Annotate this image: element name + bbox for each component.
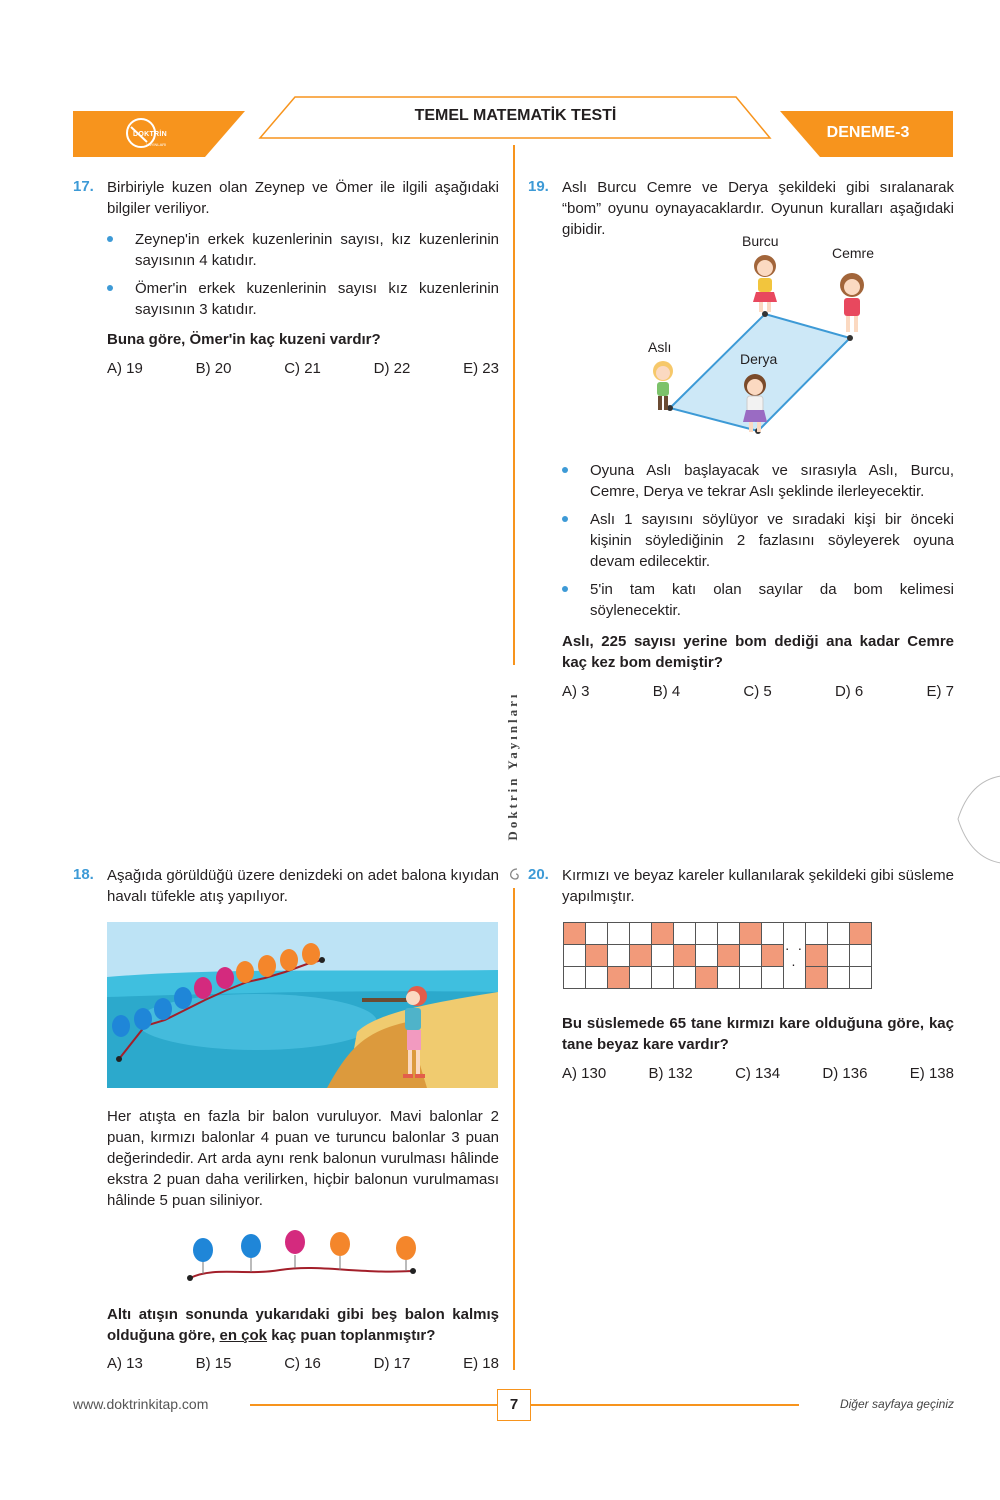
question-17 <box>73 177 499 377</box>
option-a[interactable]: A) 130 <box>562 1065 607 1082</box>
answer-options <box>562 683 954 700</box>
question-intro: Aşağıda görüldüğü üzere denizdeki on adet balona kıyıdan havalı tüfekle atış yapılıyor. <box>107 867 499 905</box>
balloon-orange <box>396 1236 416 1260</box>
game-illustration <box>630 228 890 443</box>
footer-line-right <box>531 1404 799 1406</box>
question-intro: Aslı Burcu Cemre ve Derya şekildeki gibi sıralanarak “bom” oyunu oynayacaklardır. Oyunun kuralları aşağıdaki gibidir. <box>562 179 954 238</box>
page-title: TEMEL MATEMATİK TESTİ <box>414 107 617 124</box>
option-e[interactable]: E) 138 <box>909 1065 954 1082</box>
question-stem-post: kaç puan toplanmıştır? <box>271 1327 436 1344</box>
question-intro: Kırmızı ve beyaz kareler kullanılarak şekildeki gibi süsleme yapılmıştır. <box>562 867 954 905</box>
option-a[interactable]: A) 3 <box>562 683 590 700</box>
question-number: 20. <box>528 866 549 883</box>
question-number: 17. <box>73 178 94 195</box>
option-e[interactable]: E) 7 <box>926 683 954 700</box>
label-burcu: Burcu <box>742 233 779 249</box>
test-badge: DENEME-3 <box>826 124 910 141</box>
question-stem: Bu süslemede 65 tane kırmızı kare olduğuna göre, kaç tane beyaz kare vardır? <box>562 1015 954 1053</box>
swirl-icon <box>506 866 522 882</box>
bullet-text: 5'in tam katı olan sayılar da bom kelimesi söylenecektir. <box>590 581 954 619</box>
option-b[interactable]: B) 15 <box>195 1355 232 1372</box>
answer-options <box>107 360 499 377</box>
girl-cemre-figure <box>840 273 864 332</box>
option-b[interactable]: B) 132 <box>648 1065 693 1082</box>
answer-options <box>562 1065 954 1082</box>
bullet-text: Oyuna Aslı başlayacak ve sırasıyla Aslı, Burcu, Cemre, Derya ve tekrar Aslı şeklinde ilerleyecektir. <box>590 462 954 500</box>
question-18 <box>73 865 499 907</box>
footer <box>0 1385 1000 1425</box>
option-c[interactable]: C) 21 <box>284 360 321 377</box>
option-c[interactable]: C) 5 <box>743 683 772 700</box>
option-d[interactable]: D) 136 <box>822 1065 868 1082</box>
label-derya: Derya <box>740 351 778 367</box>
next-page-note: Diğer sayfaya geçiniz <box>839 1397 954 1411</box>
bullet-text: Zeynep'in erkek kuzenlerinin sayısı, kız kuzenlerinin sayısının 4 katıdır. <box>135 231 499 269</box>
option-d[interactable]: D) 6 <box>834 683 864 700</box>
bullet-item <box>107 229 499 271</box>
girl-asli-figure <box>653 361 673 410</box>
question-body: Her atışta en fazla bir balon vuruluyor. Mavi balonlar 2 puan, kırmızı balonlar 4 puan ve turuncu balonlar 3 puan değerindedir. Art arda aynı renk balonun vurulması hâlinde ekstra 2 puan daha verilirken, hiçbir balonun vurulmaması hâlinde 5 puan siliniyor. <box>107 1108 499 1209</box>
question-20-stem <box>562 1013 954 1082</box>
question-stem-pre: Altı atışın sonunda yukarıdaki gibi beş balon kalmış olduğuna göre, <box>107 1306 499 1344</box>
girl-burcu-figure <box>753 255 777 312</box>
logo-subtext: YAYINLARI <box>146 142 167 147</box>
question-20 <box>528 865 954 907</box>
ellipsis: · · · <box>784 923 806 989</box>
page-tab-edge <box>956 775 1000 865</box>
option-e[interactable]: E) 18 <box>463 1355 499 1372</box>
footer-line-left <box>250 1404 497 1406</box>
footer-website[interactable]: www.doktrinkitap.com <box>73 1396 209 1412</box>
bullet-item <box>562 509 954 572</box>
option-b[interactable]: B) 20 <box>195 360 232 377</box>
header <box>0 0 1000 165</box>
remaining-balloons-illustration <box>185 1228 425 1283</box>
bullet-text: Ömer'in erkek kuzenlerinin sayısı kız kuzenlerinin sayısının 3 katıdır. <box>135 280 499 318</box>
question-stem: Buna göre, Ömer'in kaç kuzeni vardır? <box>107 331 381 348</box>
option-a[interactable]: A) 19 <box>107 360 143 377</box>
page-number: 7 <box>497 1389 531 1421</box>
question-number: 19. <box>528 178 549 195</box>
question-number: 18. <box>73 866 94 883</box>
side-publisher-text: Doktrin Yayınları <box>505 691 520 841</box>
option-d[interactable]: D) 17 <box>373 1355 411 1372</box>
option-b[interactable]: B) 4 <box>652 683 681 700</box>
option-d[interactable]: D) 22 <box>373 360 411 377</box>
column-divider-bottom <box>513 888 515 1370</box>
bullet-item <box>107 278 499 320</box>
label-asli: Aslı <box>648 339 672 355</box>
sea-shooting-illustration <box>107 922 498 1088</box>
answer-options <box>107 1355 499 1372</box>
question-intro: Birbiriyle kuzen olan Zeynep ve Ömer ile ilgili aşağıdaki bilgiler veriliyor. <box>107 179 499 217</box>
question-stem <box>107 1304 499 1346</box>
column-divider-top <box>513 145 515 665</box>
label-cemre: Cemre <box>832 245 875 261</box>
option-e[interactable]: E) 23 <box>463 360 499 377</box>
question-stem-emphasis: en çok <box>219 1327 268 1344</box>
option-a[interactable]: A) 13 <box>107 1355 143 1372</box>
bullet-text: Aslı 1 sayısını söylüyor ve sıradaki kişi bir önceki kişinin söylediğinin 2 fazlasını söyleyerek oyuna devam edilecektir. <box>590 511 954 570</box>
balloon-blue <box>193 1238 213 1262</box>
option-c[interactable]: C) 134 <box>735 1065 781 1082</box>
balloon-orange <box>330 1232 350 1256</box>
balloon-red <box>285 1230 305 1254</box>
square-pattern-grid <box>563 922 872 989</box>
option-c[interactable]: C) 16 <box>284 1355 321 1372</box>
logo-text: DOKTRİN <box>133 131 167 138</box>
bullet-item <box>562 460 954 502</box>
balloon-blue <box>241 1234 261 1258</box>
bullet-item <box>562 579 954 621</box>
question-stem: Aslı, 225 sayısı yerine bom dediği ana kadar Cemre kaç kez bom demiştir? <box>562 633 954 671</box>
question-19-rules <box>562 460 954 700</box>
